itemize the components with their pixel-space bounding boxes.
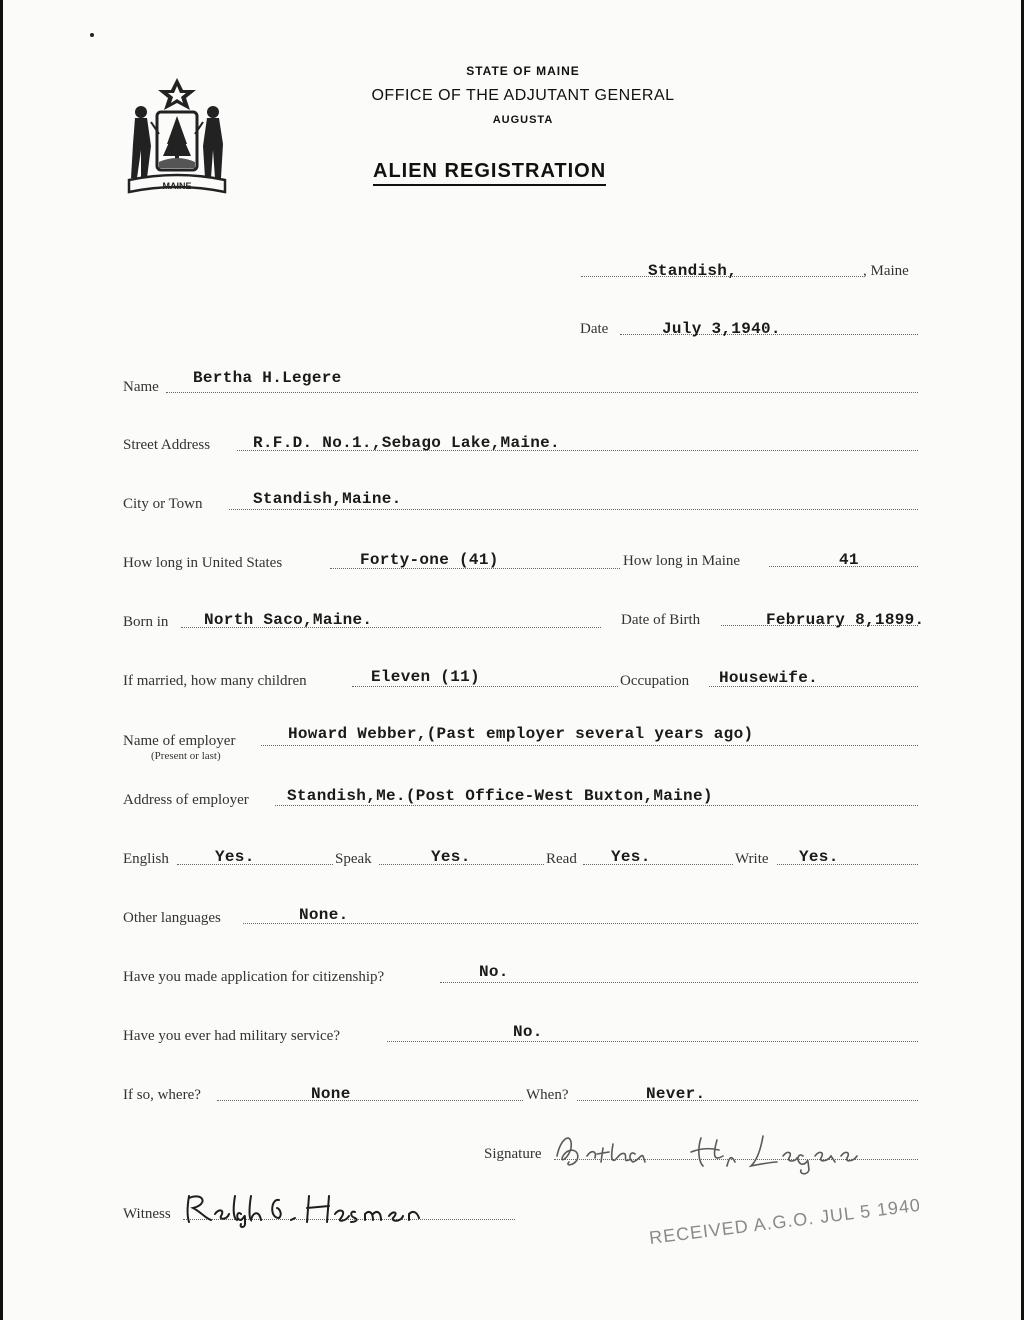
- witness-label: Witness: [123, 1206, 171, 1222]
- city-label: City or Town: [123, 496, 203, 512]
- employer-dots: [261, 745, 918, 746]
- place-value: Standish,: [648, 262, 738, 280]
- when-dots: [577, 1100, 918, 1101]
- employer-address-label: Address of employer: [123, 792, 249, 808]
- signature-label: Signature: [484, 1146, 542, 1162]
- employer-value: Howard Webber,(Past employer several years ago): [288, 725, 754, 743]
- write-label: Write: [735, 851, 769, 867]
- place-suffix: , Maine: [863, 263, 909, 279]
- name-dots: [166, 392, 918, 393]
- military-value: No.: [513, 1023, 543, 1041]
- children-value: Eleven (11): [371, 668, 480, 686]
- header-city: AUGUSTA: [492, 114, 554, 126]
- other-languages-label: Other languages: [123, 910, 221, 926]
- header-office: OFFICE OF THE ADJUTANT GENERAL: [371, 87, 675, 104]
- speak-label: Speak: [335, 851, 372, 867]
- read-dots: [583, 864, 733, 865]
- how-long-us-value: Forty-one (41): [360, 551, 499, 569]
- dob-value: February 8,1899.: [766, 611, 925, 629]
- english-dots: [177, 864, 333, 865]
- speak-value: Yes.: [431, 848, 471, 866]
- how-long-us-label: How long in United States: [123, 555, 283, 571]
- employer-address-value: Standish,Me.(Post Office-West Buxton,Maine): [287, 787, 713, 805]
- read-value: Yes.: [611, 848, 651, 866]
- where-value: None: [311, 1085, 351, 1103]
- city-value: Standish,Maine.: [253, 490, 402, 508]
- date-value: July 3,1940.: [662, 320, 781, 338]
- other-languages-value: None.: [299, 906, 349, 924]
- when-label: When?: [526, 1087, 569, 1103]
- applicant-signature: [551, 1126, 911, 1176]
- form-title: ALIEN REGISTRATION: [373, 160, 606, 186]
- date-label: Date: [580, 321, 609, 337]
- born-in-label: Born in: [123, 614, 169, 630]
- street-address-label: Street Address: [123, 437, 211, 453]
- employer-sublabel: (Present or last): [151, 750, 221, 762]
- stray-ink-mark: [90, 33, 94, 37]
- employer-label: Name of employer: [123, 733, 236, 749]
- children-label: If married, how many children: [123, 673, 307, 689]
- received-stamp: [643, 1182, 922, 1248]
- how-long-maine-value: 41: [839, 551, 859, 569]
- occupation-value: Housewife.: [719, 669, 819, 687]
- seal-banner-text: MAINE: [162, 181, 192, 191]
- citizenship-label: Have you made application for citizenship?: [123, 969, 385, 985]
- maine-state-seal-icon: [123, 74, 231, 198]
- military-dots: [387, 1041, 918, 1042]
- employer-address-dots: [275, 805, 918, 806]
- how-long-maine-label: How long in Maine: [623, 553, 741, 569]
- citizenship-dots: [440, 982, 918, 983]
- occupation-label: Occupation: [620, 673, 690, 689]
- write-value: Yes.: [799, 848, 839, 866]
- name-value: Bertha H.Legere: [193, 369, 342, 387]
- born-in-value: North Saco,Maine.: [204, 611, 373, 629]
- street-address-value: R.F.D. No.1.,Sebago Lake,Maine.: [253, 434, 560, 452]
- city-dots: [229, 509, 918, 510]
- dob-label: Date of Birth: [621, 612, 701, 628]
- english-value: Yes.: [215, 848, 255, 866]
- english-label: English: [123, 851, 169, 867]
- header-state: STATE OF MAINE: [466, 64, 580, 78]
- children-dots: [352, 686, 618, 687]
- where-dots: [217, 1100, 523, 1101]
- citizenship-value: No.: [479, 963, 509, 981]
- read-label: Read: [546, 851, 577, 867]
- when-value: Never.: [646, 1085, 706, 1103]
- name-label: Name: [123, 379, 159, 395]
- received-stamp-text: RECEIVED A.G.O. JUL 5 1940: [648, 1194, 922, 1248]
- military-label: Have you ever had military service?: [123, 1028, 340, 1044]
- where-label: If so, where?: [123, 1087, 201, 1103]
- witness-signature: [179, 1188, 449, 1228]
